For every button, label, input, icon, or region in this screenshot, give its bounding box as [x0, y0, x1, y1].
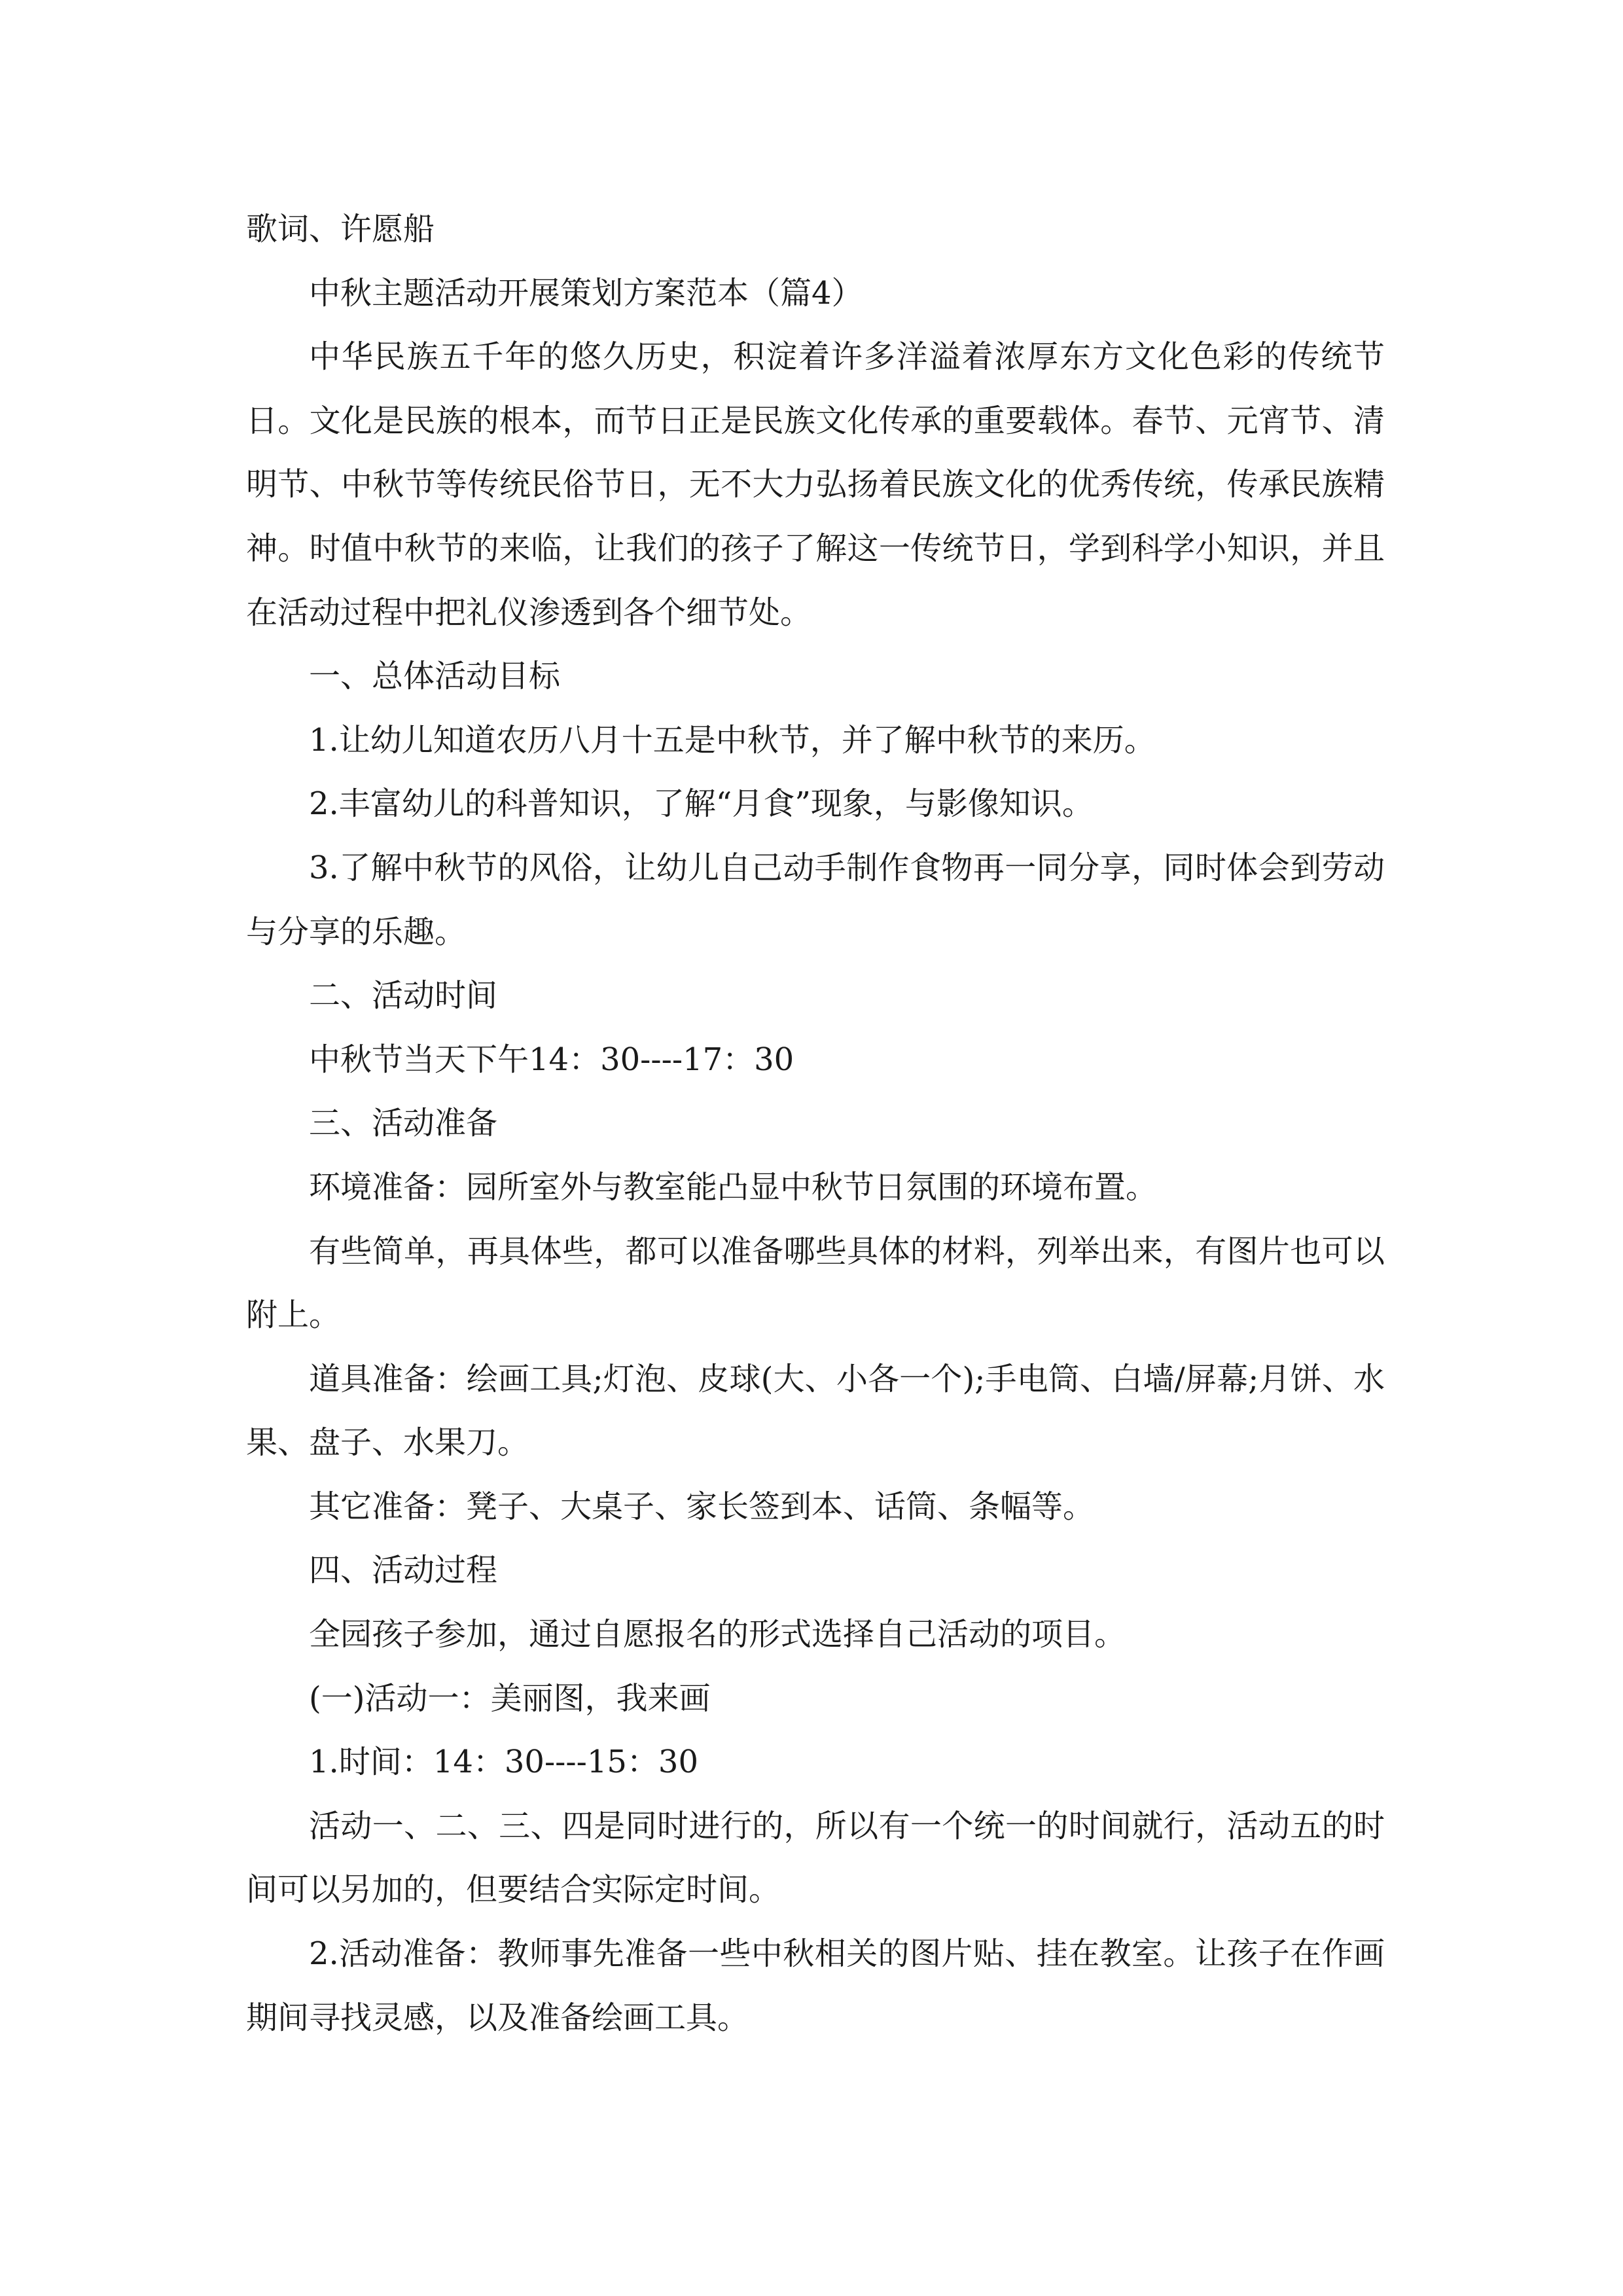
activity-timing-note: 活动一、二、三、四是同时进行的，所以有一个统一的时间就行，活动五的时间可以另加的，但要结合实际定时间。 — [246, 1807, 1385, 1909]
preparation-note: 有些简单，再具体些，都可以准备哪些具体的材料，列举出来，有图片也可以附上。 — [246, 1232, 1385, 1334]
goal-item-3: 3.了解中秋节的风俗，让幼儿自己动手制作食物再一同分享，同时体会到劳动与分享的乐趣。 — [246, 849, 1385, 950]
other-preparation: 其它准备：凳子、大桌子、家长签到本、话筒、条幅等。 — [309, 1488, 1095, 1525]
heading-goals: 一、总体活动目标 — [309, 658, 561, 695]
props-preparation: 道具准备：绘画工具;灯泡、皮球(大、小各一个);手电筒、白墙/屏幕;月饼、水果、盘子、水果刀。 — [246, 1360, 1385, 1462]
goal-item-1: 1.让幼儿知道农历八月十五是中秋节，并了解中秋节的来历。 — [309, 721, 1156, 759]
document-body — [246, 198, 1385, 2050]
goal-item-2: 2.丰富幼儿的科普知识，了解“月食”现象，与影像知识。 — [309, 785, 1094, 823]
activity-time-text: 中秋节当天下午14：30----17：30 — [309, 1041, 794, 1078]
heading-time: 二、活动时间 — [309, 977, 498, 1014]
heading-preparation: 三、活动准备 — [309, 1105, 498, 1142]
environment-preparation: 环境准备：园所室外与教室能凸显中秋节日氛围的环境布置。 — [309, 1168, 1158, 1206]
paragraph-intro: 中华民族五千年的悠久历史，积淀着许多洋溢着浓厚东方文化色彩的传统节日。文化是民族的根本，而节日正是民族文化传承的重要载体。春节、元宵节、清明节、中秋节等传统民俗节日，无不大力弘扬着民族文化的优秀传统，传承民族精神。时值中秋节的来临，让我们的孩子了解这一传统节日，学到科学小知识，并且在活动过程中把礼仪渗透到各个细节处。 — [246, 338, 1385, 631]
heading-process: 四、活动过程 — [309, 1552, 498, 1589]
activity-one-preparation: 2.活动准备：教师事先准备一些中秋相关的图片贴、挂在教室。让孩子在作画期间寻找灵感，以及准备绘画工具。 — [246, 1935, 1385, 2036]
process-intro: 全园孩子参加，通过自愿报名的形式选择自己活动的项目。 — [309, 1616, 1126, 1653]
section-title: 中秋主题活动开展策划方案范本（篇4） — [309, 274, 863, 312]
activity-one-title: (一)活动一：美丽图，我来画 — [309, 1679, 711, 1717]
paragraph-lyrics-continuation: 歌词、许愿船 — [246, 211, 435, 247]
activity-one-time: 1.时间：14：30----15：30 — [309, 1744, 698, 1781]
